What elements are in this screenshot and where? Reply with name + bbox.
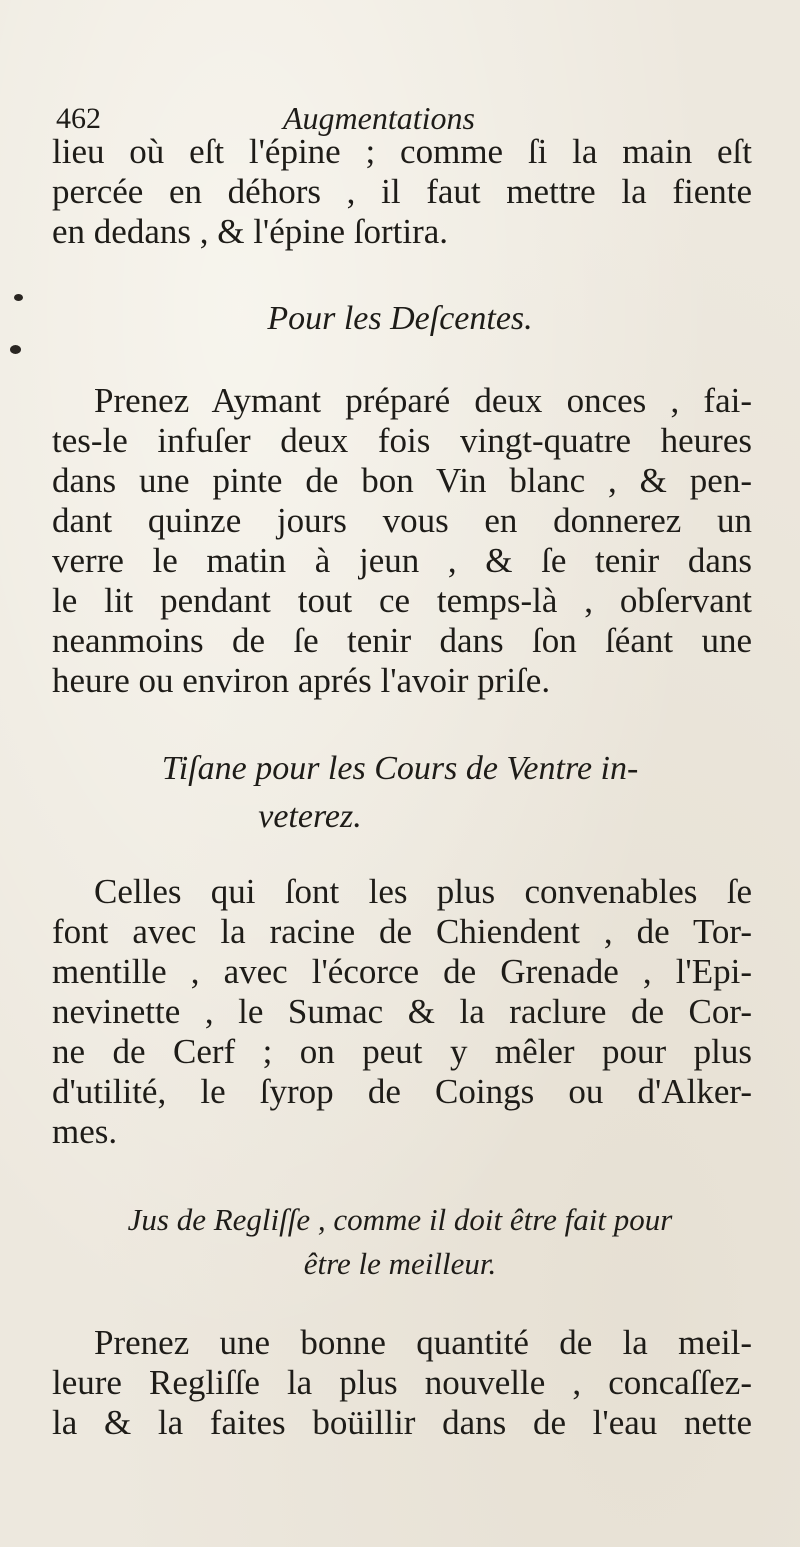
section-heading: Tiſane pour les Cours de Ventre in-	[161, 750, 639, 787]
text-line: dant quinze jours vous en donnerez un	[52, 501, 752, 540]
text-line: ne de Cerf ; on peut y mêler pour plus	[52, 1032, 752, 1071]
text-line: Prenez une bonne quantité de la meil-	[94, 1323, 752, 1362]
text-line: en dedans , & l'épine ſortira.	[52, 212, 449, 251]
text-line: nevinette , le Sumac & la raclure de Cor-	[52, 992, 752, 1031]
text-line: tes-le infuſer deux fois vingt-quatre heures	[52, 421, 752, 460]
section-heading: Pour les Deſcentes.	[267, 300, 533, 337]
section-heading: Jus de Regliſſe , comme il doit être fait pour	[127, 1202, 673, 1237]
section-heading-continued: être le meilleur.	[303, 1246, 497, 1281]
text-line: le lit pendant tout ce temps-là , obſervant	[52, 581, 752, 620]
text-line: dans une pinte de bon Vin blanc , & pen-	[52, 461, 752, 500]
ink-blot	[10, 345, 21, 354]
text-line: leure Regliſſe la plus nouvelle , concaſſez-	[52, 1363, 752, 1402]
running-title: Augmentations	[283, 100, 475, 136]
text-line: verre le matin à jeun , & ſe tenir dans	[52, 541, 752, 580]
text-line: la & la faites boüillir dans de l'eau nette	[52, 1403, 752, 1442]
text-line: d'utilité, le ſyrop de Coings ou d'Alker-	[52, 1072, 752, 1111]
text-line: font avec la racine de Chiendent , de Tor-	[52, 912, 752, 951]
text-line: heure ou environ aprés l'avoir priſe.	[52, 661, 551, 700]
page-number: 462	[56, 102, 101, 135]
text-line: neanmoins de ſe tenir dans ſon ſéant une	[52, 621, 752, 660]
text-line: percée en déhors , il faut mettre la fiente	[52, 172, 752, 211]
text-line: Celles qui ſont les plus convenables ſe	[94, 872, 752, 911]
text-line: Prenez Aymant préparé deux onces , fai-	[94, 381, 752, 420]
section-heading-continued: veterez.	[258, 798, 362, 835]
text-line: mentille , avec l'écorce de Grenade , l'Epi-	[52, 952, 752, 991]
text-line: mes.	[52, 1112, 118, 1151]
text-line: lieu où eſt l'épine ; comme ſi la main eſt	[52, 132, 752, 171]
